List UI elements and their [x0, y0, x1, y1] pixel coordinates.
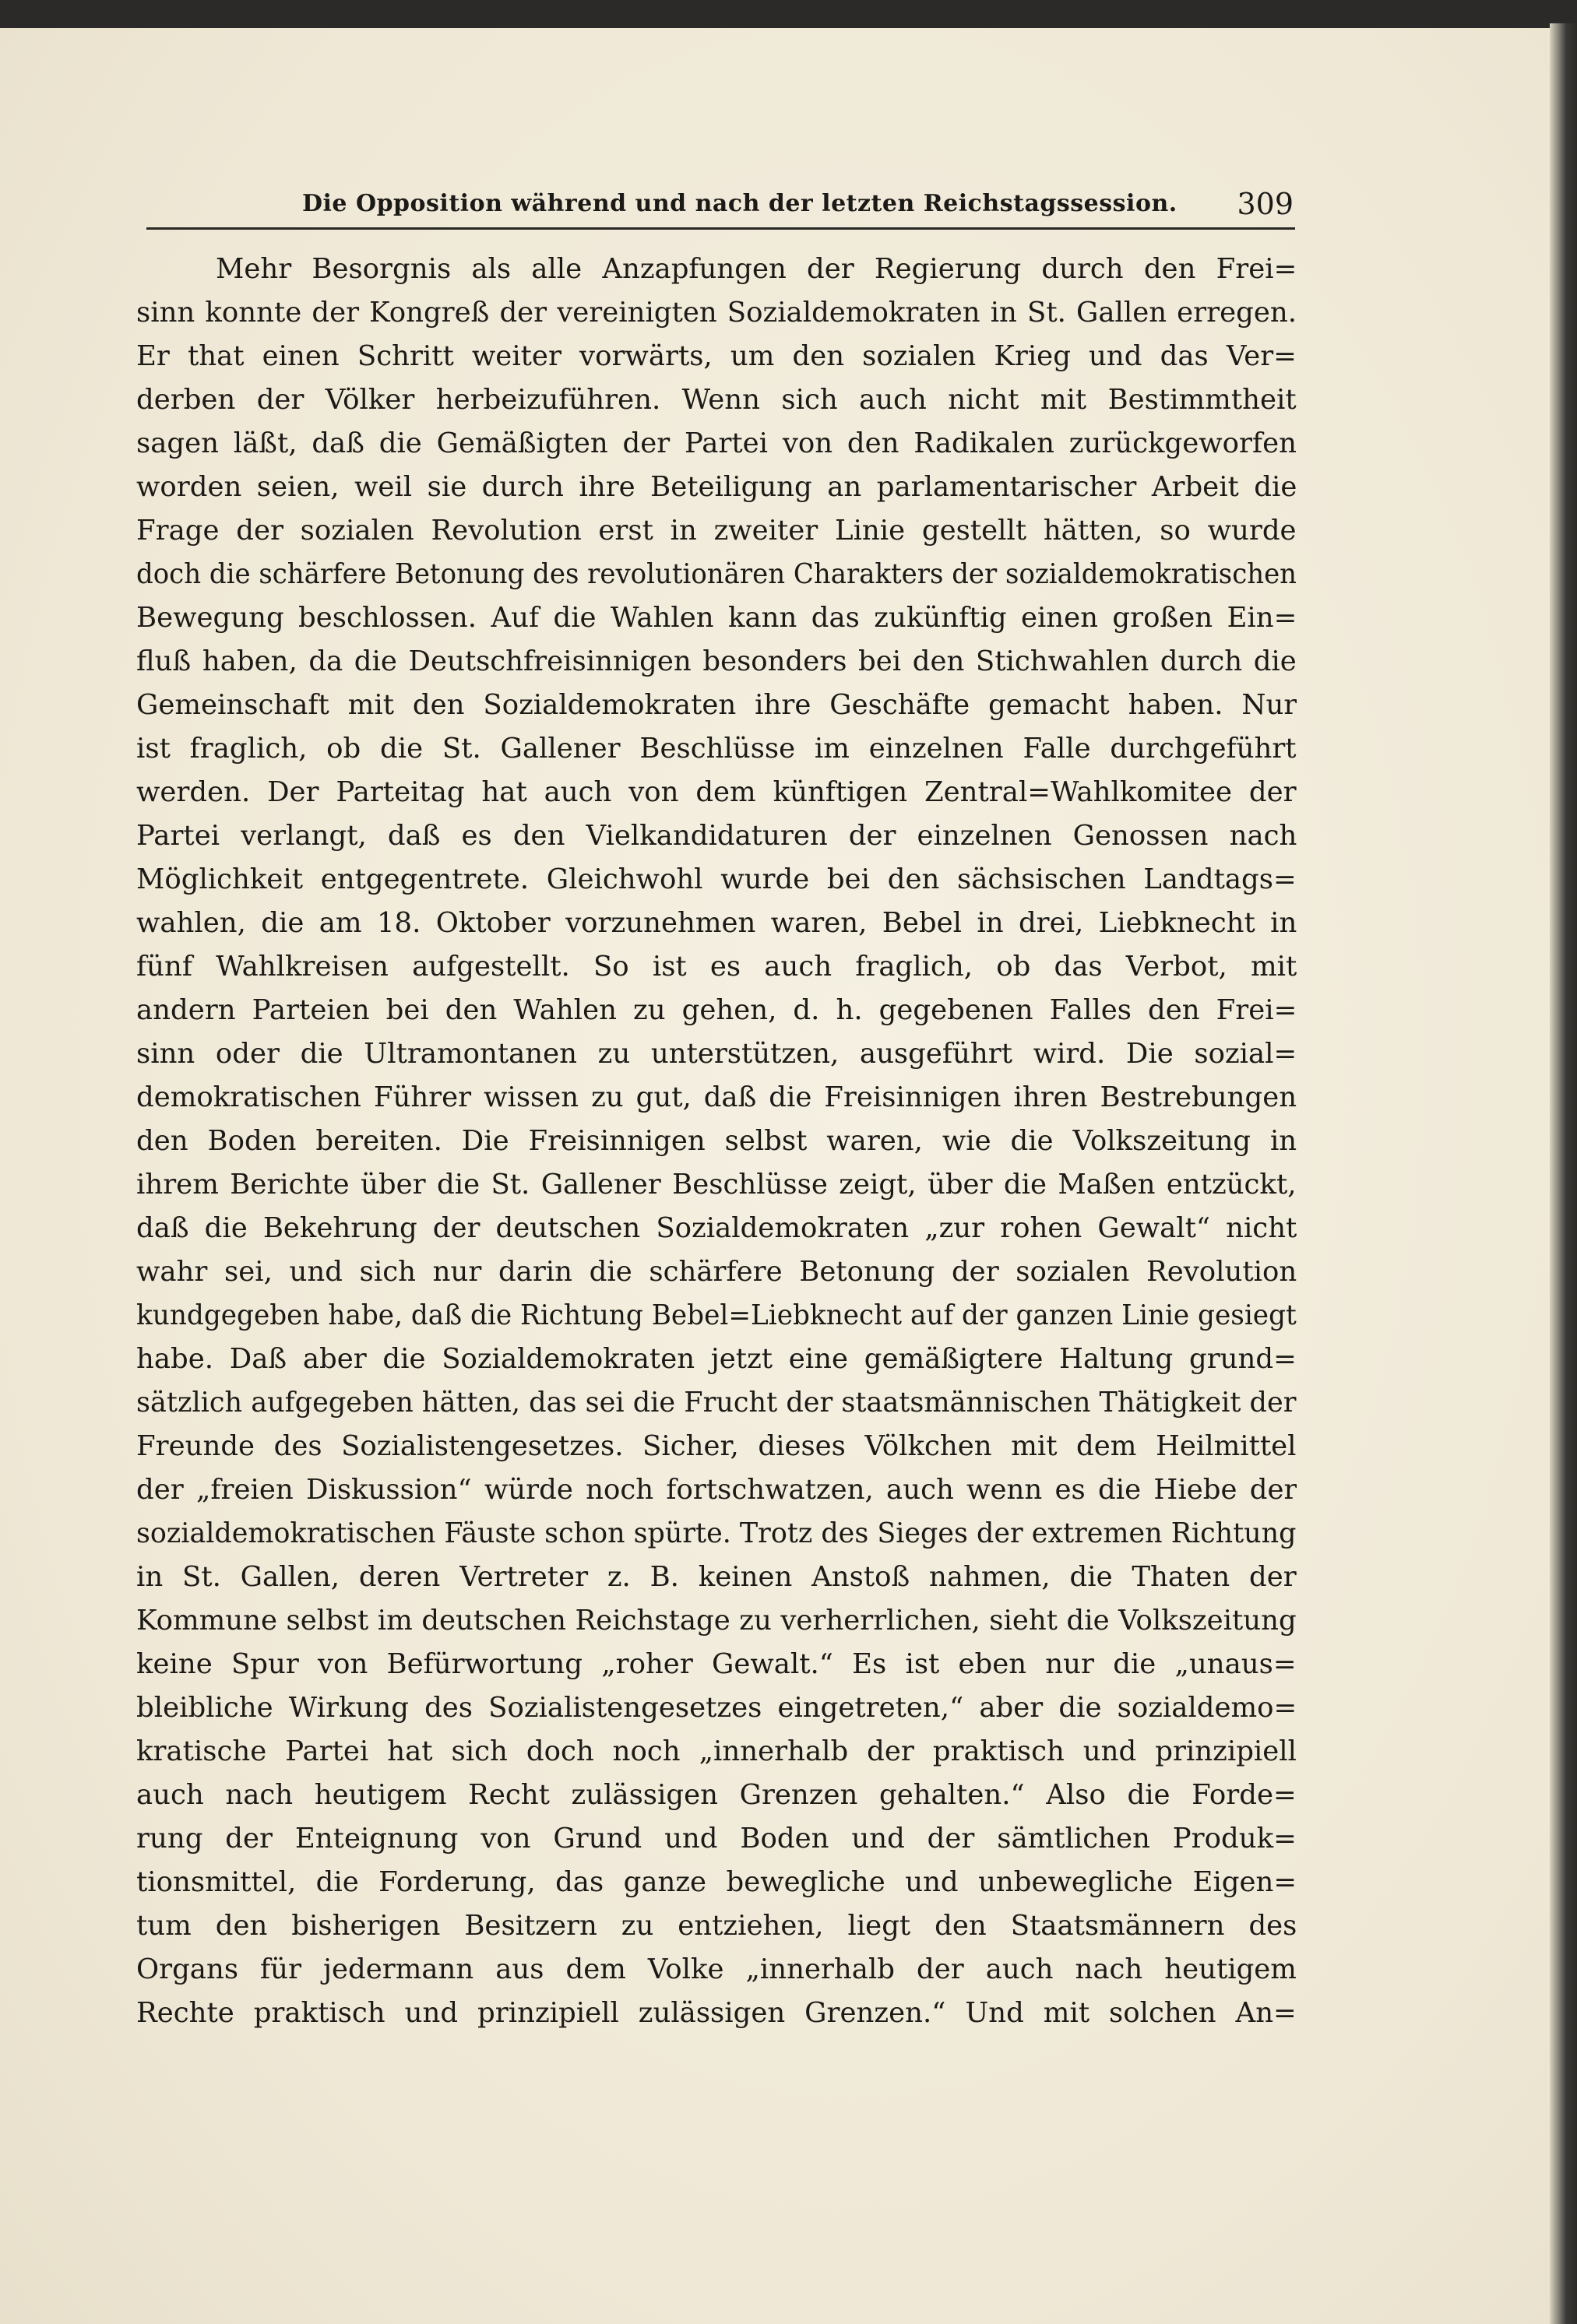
text-line: auch nach heutigem Recht zulässigen Grenzen gehalten.“ Also die Forde=: [136, 1779, 1297, 1811]
text-line: doch die schärfere Betonung des revolutionären Charakters der sozialdemokratischen: [136, 558, 1297, 590]
text-line: wahlen, die am 18. Oktober vorzunehmen waren, Bebel in drei, Liebknecht in: [136, 907, 1297, 939]
text-line: Er that einen Schritt weiter vorwärts, um den sozialen Krieg und das Ver=: [136, 340, 1297, 372]
text-line: sätzlich aufgegeben hätten, das sei die Frucht der staatsmännischen Thätigkeit der: [136, 1387, 1297, 1419]
text-line: Mehr Besorgnis als alle Anzapfungen der Regierung durch den Frei=: [216, 253, 1297, 285]
text-line: habe. Daß aber die Sozialdemokraten jetzt eine gemäßigtere Haltung grund=: [136, 1343, 1297, 1375]
page-edge-shadow: [1550, 23, 1577, 2324]
text-line: sinn konnte der Kongreß der vereinigten Sozialdemokraten in St. Gallen erregen.: [136, 297, 1297, 329]
text-line: sozialdemokratischen Fäuste schon spürte. Trotz des Sieges der extremen Richtung: [136, 1517, 1297, 1549]
text-line: in St. Gallen, deren Vertreter z. B. keinen Anstoß nahmen, die Thaten der: [136, 1561, 1297, 1593]
text-line: der „freien Diskussion“ würde noch fortschwatzen, auch wenn es die Hiebe der: [136, 1474, 1297, 1506]
text-line: den Boden bereiten. Die Freisinnigen selbst waren, wie die Volkszeitung in: [136, 1125, 1297, 1157]
text-line: ihrem Berichte über die St. Gallener Beschlüsse zeigt, über die Maßen entzückt,: [136, 1169, 1297, 1201]
running-header-title: Die Opposition während und nach der letzten Reichstagssession.: [302, 190, 1177, 217]
text-line: derben der Völker herbeizuführen. Wenn sich auch nicht mit Bestimmtheit: [136, 384, 1297, 416]
text-line: Frage der sozialen Revolution erst in zweiter Linie gestellt hätten, so wurde: [136, 515, 1297, 547]
text-line: demokratischen Führer wissen zu gut, daß die Freisinnigen ihren Bestrebungen: [136, 1081, 1297, 1113]
text-line: ist fraglich, ob die St. Gallener Beschlüsse im einzelnen Falle durchgeführt: [136, 733, 1297, 765]
text-line: worden seien, weil sie durch ihre Beteiligung an parlamentarischer Arbeit die: [136, 471, 1297, 503]
page-number: 309: [1237, 187, 1294, 221]
text-line: sagen läßt, daß die Gemäßigten der Partei von den Radikalen zurückgeworfen: [136, 427, 1297, 459]
text-line: keine Spur von Befürwortung „roher Gewalt.“ Es ist eben nur die „unaus=: [136, 1648, 1297, 1680]
text-line: Möglichkeit entgegentrete. Gleichwohl wurde bei den sächsischen Landtags=: [136, 863, 1297, 895]
text-line: fluß haben, da die Deutschfreisinnigen besonders bei den Stichwahlen durch die: [136, 645, 1297, 677]
text-line: tum den bisherigen Besitzern zu entziehen, liegt den Staatsmännern des: [136, 1910, 1297, 1942]
text-line: werden. Der Parteitag hat auch von dem künftigen Zentral=Wahlkomitee der: [136, 776, 1297, 808]
text-line: kundgegeben habe, daß die Richtung Bebel=Liebknecht auf der ganzen Linie gesiegt: [136, 1299, 1297, 1331]
running-header: [146, 179, 1295, 227]
header-rule: [146, 227, 1295, 230]
text-line: Freunde des Sozialistengesetzes. Sicher, dieses Völkchen mit dem Heilmittel: [136, 1430, 1297, 1462]
text-line: wahr sei, und sich nur darin die schärfere Betonung der sozialen Revolution: [136, 1256, 1297, 1288]
text-line: Partei verlangt, daß es den Vielkandidaturen der einzelnen Genossen nach: [136, 820, 1297, 852]
body-text: [136, 248, 1297, 2035]
text-line: kratische Partei hat sich doch noch „innerhalb der praktisch und prinzipiell: [136, 1735, 1297, 1767]
text-line: Kommune selbst im deutschen Reichstage zu verherrlichen, sieht die Volkszeitung: [136, 1605, 1297, 1637]
text-line: andern Parteien bei den Wahlen zu gehen, d. h. gegebenen Falles den Frei=: [136, 994, 1297, 1026]
text-line: Bewegung beschlossen. Auf die Wahlen kann das zukünftig einen großen Ein=: [136, 602, 1297, 634]
text-line: fünf Wahlkreisen aufgestellt. So ist es auch fraglich, ob das Verbot, mit: [136, 951, 1297, 983]
text-line: daß die Bekehrung der deutschen Sozialdemokraten „zur rohen Gewalt“ nicht: [136, 1212, 1297, 1244]
text-line: rung der Enteignung von Grund und Boden und der sämtlichen Produk=: [136, 1823, 1297, 1855]
text-line: bleibliche Wirkung des Sozialistengesetzes eingetreten,“ aber die sozialdemo=: [136, 1692, 1297, 1724]
text-line: Gemeinschaft mit den Sozialdemokraten ihre Geschäfte gemacht haben. Nur: [136, 689, 1297, 721]
text-line: Rechte praktisch und prinzipiell zulässigen Grenzen.“ Und mit solchen An=: [136, 1997, 1297, 2029]
text-line: tionsmittel, die Forderung, das ganze bewegliche und unbewegliche Eigen=: [136, 1866, 1297, 1898]
text-line: sinn oder die Ultramontanen zu unterstützen, ausgeführt wird. Die sozial=: [136, 1038, 1297, 1070]
text-line: Organs für jedermann aus dem Volke „innerhalb der auch nach heutigem: [136, 1953, 1297, 1985]
